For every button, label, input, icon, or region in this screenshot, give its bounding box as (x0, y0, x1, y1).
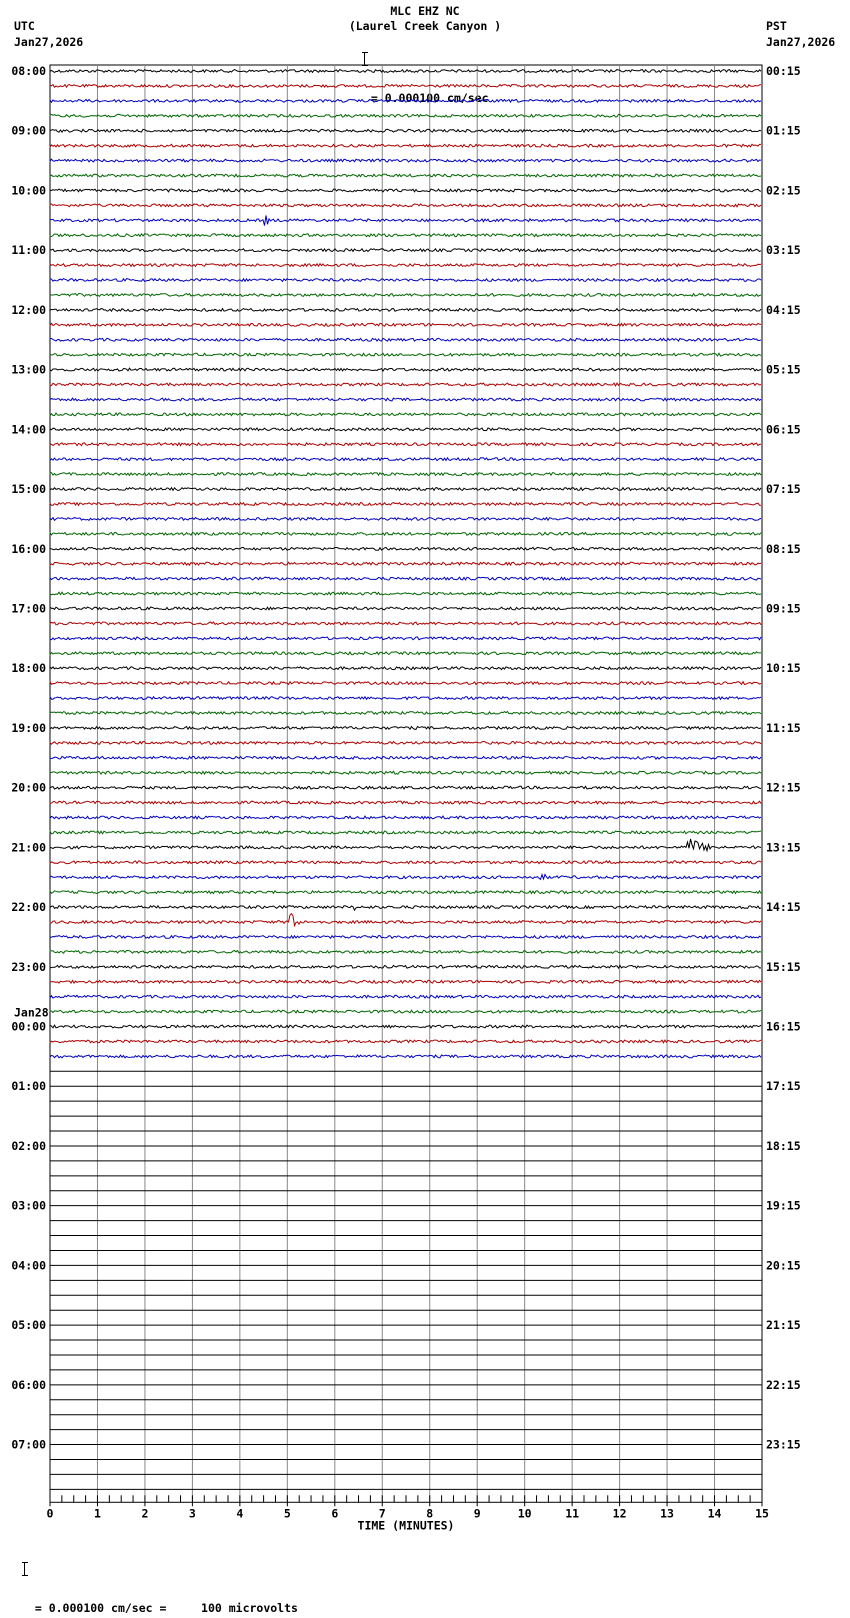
x-axis-label: TIME (MINUTES) (357, 1518, 455, 1533)
seismic-trace (50, 914, 761, 926)
seismic-trace (50, 353, 761, 356)
seismic-trace (50, 936, 761, 939)
left-hour-label: 23:00 (11, 959, 46, 974)
seismic-trace (50, 697, 761, 700)
left-hour-label: 00:00 (11, 1019, 46, 1034)
footer-scale-text: = 0.000100 cm/sec = 100 microvolts (34, 1601, 298, 1615)
right-hour-label: 16:15 (766, 1019, 801, 1034)
seismic-trace (50, 577, 761, 580)
seismic-trace (50, 891, 761, 894)
x-tick-label: 1 (93, 1506, 101, 1521)
right-hour-label: 09:15 (766, 601, 801, 616)
x-tick-label: 8 (426, 1506, 434, 1521)
left-hour-label: 17:00 (11, 601, 46, 616)
seismic-trace (50, 532, 761, 535)
seismic-trace (50, 85, 761, 88)
x-tick-label: 10 (517, 1506, 532, 1521)
seismic-trace (50, 682, 761, 685)
seismic-trace (50, 279, 761, 282)
left-date-label: Jan27,2026 (14, 35, 84, 49)
right-hour-label: 19:15 (766, 1198, 801, 1213)
seismic-trace (50, 323, 761, 326)
right-hour-label: 13:15 (766, 840, 801, 855)
seismic-trace (50, 831, 761, 834)
seismic-trace (50, 174, 761, 177)
seismic-trace (50, 839, 761, 851)
right-hour-label: 00:15 (766, 64, 801, 78)
seismic-trace (50, 562, 761, 565)
seismic-trace (50, 547, 761, 550)
left-hour-label: 16:00 (11, 541, 46, 556)
seismic-trace (50, 1010, 761, 1013)
seismic-trace (50, 428, 761, 431)
seismic-trace (50, 443, 761, 446)
scale-legend-text: = 0.000100 cm/sec (370, 91, 489, 105)
left-timezone-label: UTC (14, 19, 35, 33)
right-timezone-label: PST (766, 19, 787, 33)
left-hour-label: 11:00 (11, 243, 46, 258)
left-hour-label: 09:00 (11, 123, 46, 138)
left-hour-label: 13:00 (11, 362, 46, 377)
seismic-trace (50, 965, 761, 968)
left-hour-label: 03:00 (11, 1198, 46, 1213)
x-tick-label: 15 (755, 1506, 769, 1521)
right-hour-label: 01:15 (766, 123, 801, 138)
seismic-trace (50, 1025, 761, 1028)
left-hour-label: 05:00 (11, 1318, 46, 1333)
seismic-trace (50, 861, 761, 864)
left-hour-label: 14:00 (11, 422, 46, 437)
left-hour-label: 02:00 (11, 1138, 46, 1153)
seismic-trace (50, 742, 761, 745)
day-change-label: Jan28 (14, 1005, 49, 1020)
right-hour-label: 11:15 (766, 720, 801, 735)
x-tick-label: 11 (565, 1506, 580, 1521)
x-tick-label: 7 (378, 1506, 386, 1521)
seismic-trace (50, 786, 761, 789)
x-tick-label: 5 (283, 1506, 291, 1521)
right-hour-label: 02:15 (766, 183, 801, 198)
seismic-trace (50, 488, 761, 491)
right-hour-label: 12:15 (766, 780, 801, 795)
left-hour-label: 21:00 (11, 840, 46, 855)
right-date-label: Jan27,2026 (766, 35, 836, 49)
seismic-trace (50, 189, 761, 192)
seismic-trace (50, 995, 761, 998)
seismic-trace (50, 473, 761, 476)
seismic-trace (50, 712, 761, 715)
right-hour-label: 04:15 (766, 302, 801, 317)
right-hour-label: 14:15 (766, 900, 801, 915)
seismic-trace (50, 816, 761, 819)
seismic-trace (50, 1040, 761, 1043)
x-tick-label: 6 (331, 1506, 339, 1521)
right-hour-label: 15:15 (766, 959, 801, 974)
seismic-trace (50, 727, 761, 730)
seismic-trace (50, 906, 761, 911)
x-tick-label: 12 (612, 1506, 627, 1521)
right-hour-label: 07:15 (766, 482, 801, 497)
right-hour-label: 05:15 (766, 362, 801, 377)
left-hour-label: 01:00 (11, 1079, 46, 1094)
x-tick-label: 14 (707, 1506, 722, 1521)
seismic-trace (50, 144, 761, 147)
seismic-trace (50, 592, 761, 595)
x-tick-label: 0 (46, 1506, 54, 1521)
seismic-trace (50, 667, 761, 670)
right-hour-label: 22:15 (766, 1377, 801, 1392)
seismic-trace (50, 622, 761, 625)
seismic-trace (50, 875, 761, 880)
x-tick-label: 13 (660, 1506, 674, 1521)
seismic-trace (50, 216, 761, 226)
right-hour-label: 21:15 (766, 1318, 801, 1333)
seismic-trace (50, 980, 761, 983)
left-hour-label: 22:00 (11, 900, 46, 915)
seismic-trace (50, 458, 761, 461)
seismic-trace (50, 1055, 761, 1058)
seismic-trace (50, 204, 761, 207)
seismic-trace (50, 801, 761, 804)
seismic-trace (50, 756, 761, 759)
left-hour-label: 12:00 (11, 302, 46, 317)
seismic-trace (50, 771, 761, 774)
right-hour-label: 03:15 (766, 243, 801, 258)
station-title: MLC EHZ NC (390, 4, 460, 18)
x-tick-label: 3 (188, 1506, 196, 1521)
left-hour-label: 04:00 (11, 1258, 46, 1273)
x-tick-label: 2 (141, 1506, 149, 1521)
right-hour-label: 20:15 (766, 1258, 801, 1273)
seismic-trace (50, 503, 761, 506)
left-hour-label: 06:00 (11, 1377, 46, 1392)
seismic-trace (50, 234, 761, 237)
left-hour-label: 10:00 (11, 183, 46, 198)
seismic-trace (50, 398, 761, 401)
left-hour-label: 18:00 (11, 661, 46, 676)
left-hour-label: 15:00 (11, 482, 46, 497)
seismic-trace (50, 294, 761, 297)
seismic-trace (50, 338, 761, 341)
right-hour-label: 23:15 (766, 1437, 801, 1452)
seismic-trace (50, 70, 761, 73)
right-hour-label: 10:15 (766, 661, 801, 676)
seismic-trace (50, 129, 761, 132)
right-hour-label: 08:15 (766, 541, 801, 556)
left-hour-label: 19:00 (11, 720, 46, 735)
seismic-trace (50, 309, 761, 312)
seismic-trace (50, 114, 761, 117)
x-tick-label: 9 (473, 1506, 481, 1521)
right-hour-label: 18:15 (766, 1138, 801, 1153)
seismic-trace (50, 100, 761, 103)
left-hour-label: 08:00 (11, 64, 46, 78)
seismic-trace (50, 951, 761, 954)
seismic-trace (50, 607, 761, 610)
left-hour-label: 20:00 (11, 780, 46, 795)
seismic-trace (50, 637, 761, 640)
seismic-trace (50, 159, 761, 162)
right-hour-label: 17:15 (766, 1079, 801, 1094)
seismic-trace (50, 368, 761, 371)
seismic-trace (50, 413, 761, 416)
x-tick-label: 4 (236, 1506, 244, 1521)
right-hour-label: 06:15 (766, 422, 801, 437)
seismic-trace (50, 383, 761, 386)
seismic-trace (50, 264, 761, 267)
seismic-trace (50, 249, 761, 252)
seismic-trace (50, 518, 761, 521)
seismic-trace (50, 652, 761, 655)
station-name: (Laurel Creek Canyon ) (348, 19, 502, 33)
left-hour-label: 07:00 (11, 1437, 46, 1452)
